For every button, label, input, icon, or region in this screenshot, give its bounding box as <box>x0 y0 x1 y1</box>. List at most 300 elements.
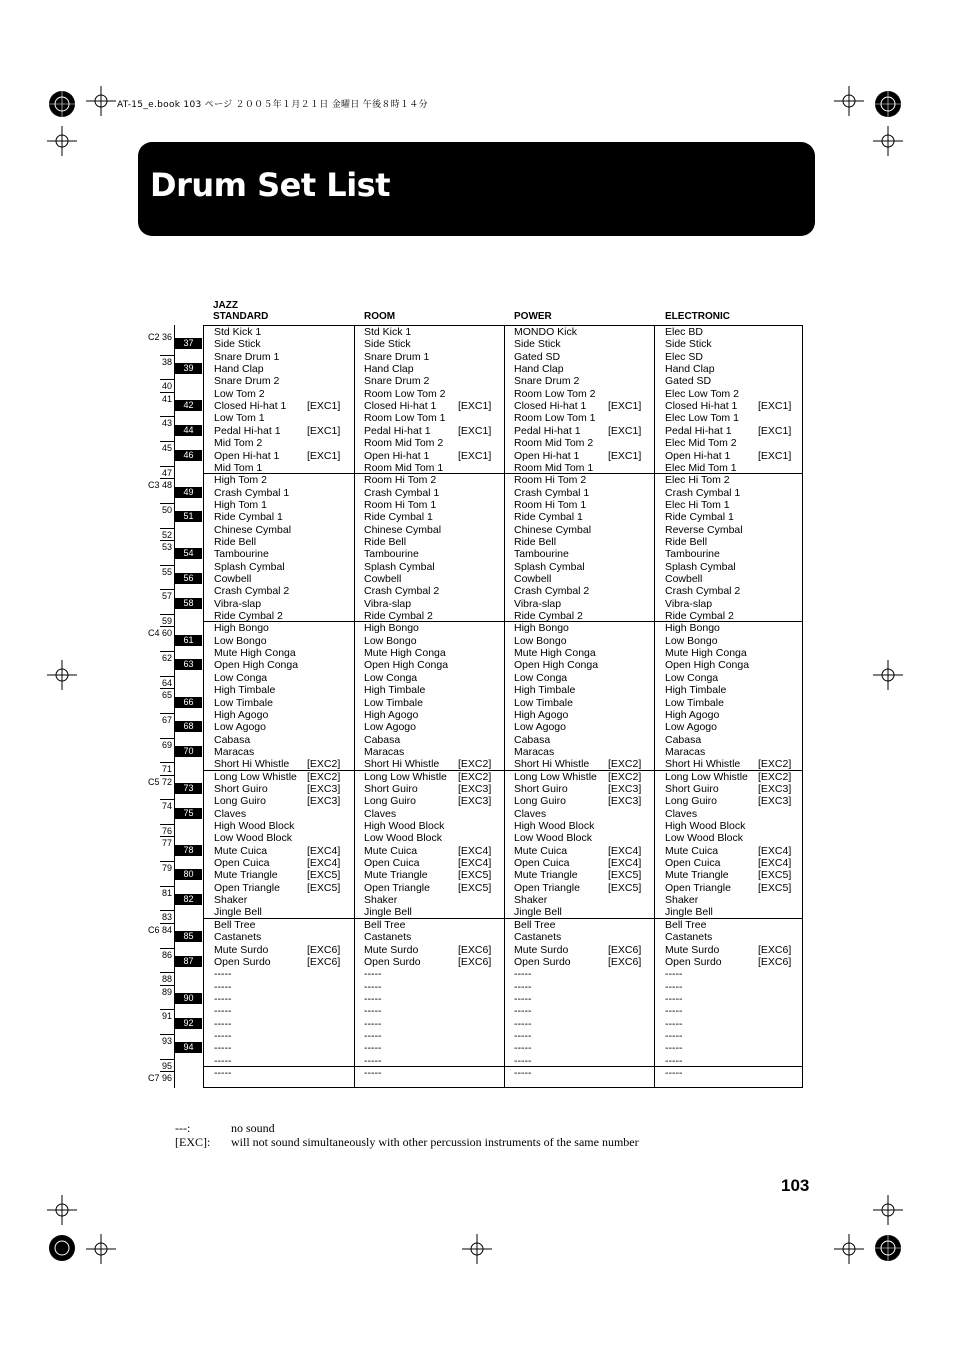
exc-tag: [EXC3] <box>307 782 341 795</box>
instrument-cell: Room Low Tom 1 <box>514 412 596 425</box>
white-key-label: 77 <box>162 838 173 849</box>
instrument-cell: ----- <box>514 1042 532 1055</box>
instrument-cell: ----- <box>514 1029 532 1042</box>
instrument-cell: ----- <box>364 968 382 981</box>
exc-tag: [EXC3] <box>758 782 792 795</box>
crosshair-icon <box>834 1234 864 1264</box>
key-divider <box>160 392 174 393</box>
instrument-cell: Elec SD <box>665 350 703 363</box>
instrument-cell: Crash Cymbal 1 <box>514 486 590 499</box>
instrument-cell: ----- <box>214 1054 232 1067</box>
black-key-label: 82 <box>175 894 202 905</box>
instrument-cell: Pedal Hi-hat 1 <box>665 424 732 437</box>
column-divider <box>354 326 355 1087</box>
instrument-cell: Mute Surdo <box>214 943 269 956</box>
exc-tag: [EXC5] <box>608 869 642 882</box>
instrument-cell: Hand Clap <box>665 363 715 376</box>
exc-tag: [EXC1] <box>608 424 642 437</box>
instrument-cell: Jingle Bell <box>364 906 412 919</box>
black-key-label: 54 <box>175 548 202 559</box>
instrument-cell: Ride Cymbal 1 <box>514 511 583 524</box>
instrument-cell: Open Triangle <box>665 881 731 894</box>
white-key-label: 96 <box>162 1073 173 1083</box>
instrument-cell: Elec Low Tom 1 <box>665 412 739 425</box>
instrument-cell: Shaker <box>214 894 248 907</box>
instrument-cell: Low Conga <box>665 671 719 684</box>
instrument-cell: Snare Drum 2 <box>364 375 430 388</box>
instrument-cell: Low Conga <box>364 671 418 684</box>
instrument-cell: Cowbell <box>214 573 252 585</box>
instrument-cell: Crash Cymbal 2 <box>514 585 590 598</box>
exc-tag: [EXC2] <box>608 770 642 783</box>
registration-mark-icon <box>870 86 906 122</box>
instrument-cell: ----- <box>514 968 532 981</box>
instrument-cell: Crash Cymbal 2 <box>364 585 440 598</box>
instrument-cell: High Bongo <box>364 622 419 635</box>
instrument-cell: Jingle Bell <box>214 906 262 919</box>
instrument-cell: Crash Cymbal 2 <box>665 585 741 598</box>
instrument-cell: Mute Cuica <box>364 844 418 857</box>
white-key-label: 55 <box>162 566 173 577</box>
instrument-cell: Cabasa <box>214 733 251 746</box>
instrument-cell: Closed Hi-hat 1 <box>214 400 287 413</box>
column-header-electronic: ELECTRONIC <box>665 311 730 322</box>
instrument-cell: Mute Triangle <box>214 869 278 882</box>
instrument-cell: Open Surdo <box>514 955 571 968</box>
black-key-label: 42 <box>175 400 202 411</box>
instrument-cell: ----- <box>214 1005 232 1018</box>
instrument-cell: High Agogo <box>214 708 269 721</box>
key-divider <box>160 775 174 776</box>
exc-tag: [EXC6] <box>458 955 492 968</box>
instrument-cell: Splash Cymbal <box>364 560 435 573</box>
key-divider <box>160 416 174 417</box>
white-key-label: 71 <box>162 764 173 775</box>
instrument-cell: ----- <box>665 1067 683 1079</box>
instrument-cell: Ride Cymbal 2 <box>364 610 433 623</box>
legend-text: will not sound simultaneously with other percussion instruments of the same number <box>231 1135 639 1149</box>
black-key-label: 90 <box>175 993 202 1004</box>
white-key-label: 89 <box>162 986 173 997</box>
instrument-cell: Low Wood Block <box>665 832 744 845</box>
octave-label: C2 <box>148 332 160 342</box>
exc-tag: [EXC1] <box>758 400 792 413</box>
instrument-cell: Elec BD <box>665 326 703 338</box>
black-key-label: 87 <box>175 956 202 967</box>
instrument-cell: Std Kick 1 <box>364 326 412 338</box>
instrument-cell: Room Low Tom 2 <box>364 387 446 400</box>
white-key-label: 81 <box>162 887 173 898</box>
instrument-cell: Closed Hi-hat 1 <box>665 400 738 413</box>
instrument-cell: Tambourine <box>364 548 419 561</box>
instrument-cell: Room Mid Tom 2 <box>364 437 444 450</box>
key-divider <box>160 824 174 825</box>
instrument-cell: Ride Bell <box>665 535 708 548</box>
instrument-cell: ----- <box>514 1054 532 1067</box>
octave-label: C7 <box>148 1073 160 1083</box>
black-key-label: 75 <box>175 808 202 819</box>
instrument-cell: Mute High Conga <box>214 647 296 660</box>
instrument-cell: Low Bongo <box>214 634 267 647</box>
instrument-cell: Crash Cymbal 2 <box>214 585 290 598</box>
instrument-cell: Mute Cuica <box>514 844 568 857</box>
instrument-cell: Short Guiro <box>665 782 719 795</box>
instrument-cell: ----- <box>214 1029 232 1042</box>
instrument-cell: Mute High Conga <box>514 647 596 660</box>
crosshair-icon <box>86 1234 116 1264</box>
exc-tag: [EXC4] <box>758 857 792 870</box>
instrument-cell: Open Surdo <box>214 955 271 968</box>
instrument-cell: Bell Tree <box>665 918 707 931</box>
instrument-cell: Short Guiro <box>514 782 568 795</box>
black-key-label: 58 <box>175 598 202 609</box>
black-key-label: 61 <box>175 635 202 646</box>
white-key-label: 65 <box>162 690 173 701</box>
white-key-label: 60 <box>162 628 173 639</box>
white-key-label: 45 <box>162 443 173 454</box>
black-key-label: 70 <box>175 746 202 757</box>
instrument-cell: Crash Cymbal 1 <box>364 486 440 499</box>
instrument-cell: High Agogo <box>665 708 720 721</box>
key-divider <box>160 355 174 356</box>
instrument-cell: Room Hi Tom 1 <box>364 498 437 511</box>
exc-tag: [EXC5] <box>307 881 341 894</box>
key-divider <box>160 713 174 714</box>
exc-tag: [EXC1] <box>307 424 341 437</box>
instrument-cell: Castanets <box>665 931 713 944</box>
instrument-cell: Ride Cymbal 2 <box>665 610 734 623</box>
instrument-cell: Open Cuica <box>665 857 721 870</box>
instrument-cell: High Agogo <box>514 708 569 721</box>
exc-tag: [EXC4] <box>758 844 792 857</box>
instrument-cell: Short Guiro <box>364 782 418 795</box>
instrument-cell: Hand Clap <box>364 363 414 376</box>
instrument-cell: High Timbale <box>214 684 276 697</box>
key-divider <box>160 503 174 504</box>
key-divider <box>160 738 174 739</box>
key-divider <box>160 676 174 677</box>
instrument-cell: Tambourine <box>214 548 269 561</box>
black-key-label: 46 <box>175 450 202 461</box>
instrument-cell: Bell Tree <box>214 918 256 931</box>
instrument-cell: Vibra-slap <box>214 597 262 610</box>
white-key-label: 67 <box>162 714 173 725</box>
instrument-cell: Splash Cymbal <box>665 560 736 573</box>
instrument-cell: Mute Triangle <box>364 869 428 882</box>
instrument-cell: Claves <box>514 807 547 820</box>
instrument-cell: Short Hi Whistle <box>665 758 741 771</box>
instrument-cell: Cowbell <box>665 573 703 585</box>
instrument-cell: Ride Cymbal 2 <box>514 610 583 623</box>
exc-tag: [EXC6] <box>758 943 792 956</box>
octave-label: C4 <box>148 628 160 639</box>
instrument-cell: Mid Tom 2 <box>214 437 263 450</box>
white-key-label: 83 <box>162 912 173 923</box>
instrument-cell: Cabasa <box>665 733 702 746</box>
legend-key: [EXC]: <box>175 1135 211 1149</box>
instrument-cell: High Tom 2 <box>214 474 267 487</box>
exc-tag: [EXC5] <box>307 869 341 882</box>
instrument-cell: ----- <box>214 1017 232 1030</box>
instrument-cell: Elec Mid Tom 1 <box>665 461 737 474</box>
instrument-cell: Vibra-slap <box>364 597 412 610</box>
instrument-cell: Ride Cymbal 1 <box>364 511 433 524</box>
instrument-cell: Room Mid Tom 2 <box>514 437 594 450</box>
instrument-cell: High Agogo <box>364 708 419 721</box>
exc-tag: [EXC3] <box>608 782 642 795</box>
legend-text: no sound <box>231 1121 275 1135</box>
instrument-cell: Std Kick 1 <box>214 326 262 338</box>
instrument-cell: Open Hi-hat 1 <box>665 449 731 462</box>
instrument-cell: Long Guiro <box>364 795 416 808</box>
instrument-cell: Low Agogo <box>514 721 566 734</box>
exc-tag: [EXC3] <box>458 782 492 795</box>
instrument-cell: Low Conga <box>214 671 268 684</box>
instrument-cell: Cabasa <box>514 733 551 746</box>
instrument-cell: Bell Tree <box>514 918 556 931</box>
exc-tag: [EXC1] <box>458 449 492 462</box>
registration-mark-icon <box>870 1230 906 1266</box>
instrument-cell: Room Mid Tom 1 <box>514 461 594 474</box>
instrument-cell: Side Stick <box>665 338 712 351</box>
column-header-standard <box>213 300 268 322</box>
exc-tag: [EXC5] <box>458 869 492 882</box>
instrument-cell: Mute Triangle <box>665 869 729 882</box>
instrument-cell: Low Conga <box>514 671 568 684</box>
crosshair-icon <box>873 660 903 690</box>
instrument-cell: Long Guiro <box>514 795 566 808</box>
instrument-cell: Splash Cymbal <box>214 560 285 573</box>
page-number: 103 <box>781 1176 810 1195</box>
instrument-cell: Short Hi Whistle <box>514 758 590 771</box>
black-key-label: 51 <box>175 511 202 522</box>
column-divider <box>504 326 505 1087</box>
instrument-cell: High Wood Block <box>364 820 445 832</box>
octave-label: C6 <box>148 924 160 935</box>
key-divider <box>160 540 174 541</box>
instrument-cell: Room Low Tom 1 <box>364 412 446 425</box>
white-key-label: 48 <box>162 480 173 491</box>
instrument-cell: Open Cuica <box>514 857 570 870</box>
instrument-cell: Mute Surdo <box>665 943 720 956</box>
column-header-power: POWER <box>514 311 552 322</box>
white-key-label: 88 <box>162 974 173 985</box>
file-info-header: AT-15_e.book 103 ページ ２００５年１月２１日 金曜日 午後８時１４分 <box>117 100 428 110</box>
key-divider <box>160 688 174 689</box>
key-divider <box>160 762 174 763</box>
white-key-label: 36 <box>162 332 173 342</box>
instrument-cell: Low Bongo <box>514 634 567 647</box>
exc-tag: [EXC1] <box>608 400 642 413</box>
title-banner <box>138 142 815 236</box>
white-key-label: 84 <box>162 924 173 935</box>
column-header-room: ROOM <box>364 311 396 322</box>
white-key-label: 50 <box>162 504 173 515</box>
instrument-cell: ----- <box>665 980 683 993</box>
crosshair-icon <box>86 86 116 116</box>
exc-tag: [EXC6] <box>458 943 492 956</box>
column-divider <box>654 326 655 1087</box>
key-divider <box>160 972 174 973</box>
black-key-label: 80 <box>175 869 202 880</box>
column-header-line: STANDARD <box>213 311 269 322</box>
instrument-cell: Crash Cymbal 1 <box>665 486 741 499</box>
instrument-cell: Low Agogo <box>214 721 266 734</box>
key-divider <box>160 651 174 652</box>
white-key-label: 79 <box>162 863 173 874</box>
instrument-cell: ----- <box>364 1029 382 1042</box>
instrument-cell: Hand Clap <box>214 363 264 376</box>
instrument-cell: ----- <box>364 1017 382 1030</box>
black-key-label: 66 <box>175 697 202 708</box>
white-key-label: 86 <box>162 949 173 960</box>
instrument-cell: Room Hi Tom 2 <box>514 474 587 487</box>
exc-tag: [EXC5] <box>608 881 642 894</box>
instrument-cell: MONDO Kick <box>514 326 577 338</box>
crosshair-icon <box>47 660 77 690</box>
white-key-label: 72 <box>162 776 173 787</box>
white-key-label: 41 <box>162 393 173 404</box>
instrument-cell: Cabasa <box>364 733 401 746</box>
legend-row <box>175 1135 639 1150</box>
key-divider <box>160 923 174 924</box>
exc-tag: [EXC3] <box>608 795 642 808</box>
instrument-cell: Room Hi Tom 1 <box>514 498 587 511</box>
white-key-label: 40 <box>162 381 173 392</box>
exc-tag: [EXC6] <box>307 943 341 956</box>
white-key-label: 76 <box>162 826 173 836</box>
exc-tag: [EXC1] <box>307 400 341 413</box>
key-divider <box>160 836 174 837</box>
key-divider <box>160 1009 174 1010</box>
instrument-cell: Open Hi-hat 1 <box>514 449 580 462</box>
instrument-cell: Ride Bell <box>514 535 557 548</box>
exc-tag: [EXC6] <box>758 955 792 968</box>
white-key-label: 93 <box>162 1035 173 1046</box>
key-divider <box>160 466 174 467</box>
instrument-cell: Jingle Bell <box>665 906 713 919</box>
instrument-cell: Low Wood Block <box>364 832 443 845</box>
instrument-cell: Open Triangle <box>364 881 430 894</box>
instrument-cell: Short Hi Whistle <box>364 758 440 771</box>
instrument-cell: ----- <box>665 1042 683 1055</box>
black-key-label: 49 <box>175 487 202 498</box>
instrument-cell: ----- <box>364 1067 382 1079</box>
instrument-cell: Gated SD <box>514 350 561 363</box>
key-divider <box>160 985 174 986</box>
instrument-cell: Mute High Conga <box>364 647 446 660</box>
instrument-cell: High Wood Block <box>665 820 746 832</box>
white-key-label: 59 <box>162 616 173 627</box>
instrument-cell: Hand Clap <box>514 363 564 376</box>
instrument-cell: ----- <box>514 992 532 1005</box>
instrument-cell: Low Timbale <box>214 696 273 709</box>
instrument-cell: Chinese Cymbal <box>214 523 292 536</box>
instrument-cell: Long Guiro <box>665 795 717 808</box>
instrument-cell: Mute High Conga <box>665 647 747 660</box>
exc-tag: [EXC1] <box>758 449 792 462</box>
crosshair-icon <box>834 86 864 116</box>
instrument-cell: Mute Cuica <box>665 844 719 857</box>
key-divider <box>160 799 174 800</box>
octave-label: C5 <box>148 776 160 787</box>
white-key-label: 74 <box>162 801 173 812</box>
white-key-label: 52 <box>162 529 173 540</box>
black-key-label: 78 <box>175 845 202 856</box>
instrument-cell: Cowbell <box>364 573 402 585</box>
black-key-label: 63 <box>175 659 202 670</box>
instrument-cell: High Timbale <box>514 684 576 697</box>
instrument-cell: Ride Cymbal 1 <box>214 511 283 524</box>
instrument-cell: Open Cuica <box>364 857 420 870</box>
instrument-cell: Ride Bell <box>364 535 407 548</box>
key-divider <box>160 861 174 862</box>
white-key-label: 64 <box>162 677 173 688</box>
instrument-cell: Ride Cymbal 1 <box>665 511 734 524</box>
instrument-cell: ----- <box>364 1005 382 1018</box>
key-divider <box>160 886 174 887</box>
instrument-cell: Open Triangle <box>514 881 580 894</box>
instrument-cell: Castanets <box>214 931 262 944</box>
instrument-cell: Low Bongo <box>665 634 718 647</box>
white-key-label: 95 <box>162 1060 173 1071</box>
instrument-cell: Chinese Cymbal <box>514 523 592 536</box>
instrument-cell: Open High Conga <box>214 659 299 672</box>
instrument-cell: Low Timbale <box>514 696 573 709</box>
exc-tag: [EXC4] <box>608 844 642 857</box>
instrument-cell: Claves <box>665 807 698 820</box>
instrument-cell: Low Bongo <box>364 634 417 647</box>
instrument-cell: Low Timbale <box>665 696 724 709</box>
instrument-cell: Tambourine <box>514 548 569 561</box>
exc-tag: [EXC2] <box>758 770 792 783</box>
exc-tag: [EXC3] <box>458 795 492 808</box>
instrument-cell: ----- <box>214 1067 232 1079</box>
exc-tag: [EXC2] <box>758 758 792 771</box>
instrument-cell: Pedal Hi-hat 1 <box>514 424 581 437</box>
instrument-cell: Short Hi Whistle <box>214 758 290 771</box>
key-divider <box>160 565 174 566</box>
instrument-cell: Long Low Whistle <box>665 770 748 783</box>
instrument-cell: Open Hi-hat 1 <box>214 449 280 462</box>
instrument-cell: Cowbell <box>514 573 552 585</box>
instrument-cell: ----- <box>364 1054 382 1067</box>
instrument-cell: Elec Hi Tom 2 <box>665 474 730 487</box>
instrument-cell: ----- <box>214 1042 232 1055</box>
instrument-cell: Snare Drum 1 <box>214 350 280 363</box>
exc-tag: [EXC5] <box>458 881 492 894</box>
instrument-cell: Open High Conga <box>665 659 750 672</box>
instrument-cell: Short Guiro <box>214 782 268 795</box>
instrument-cell: Low Agogo <box>364 721 416 734</box>
instrument-cell: Gated SD <box>665 375 712 388</box>
registration-mark-icon <box>44 1230 80 1266</box>
instrument-cell: Low Wood Block <box>214 832 293 845</box>
instrument-cell: Snare Drum 2 <box>214 375 280 388</box>
instrument-cell: Open Cuica <box>214 857 270 870</box>
exc-tag: [EXC6] <box>608 955 642 968</box>
instrument-cell: Reverse Cymbal <box>665 523 743 536</box>
white-key-label: 69 <box>162 739 173 750</box>
instrument-cell: Chinese Cymbal <box>364 523 442 536</box>
exc-tag: [EXC5] <box>758 869 792 882</box>
black-key-label: 92 <box>175 1018 202 1029</box>
legend-key: ---: <box>175 1121 191 1135</box>
white-key-label: 47 <box>162 467 173 478</box>
instrument-cell: Splash Cymbal <box>514 560 585 573</box>
instrument-cell: Open High Conga <box>364 659 449 672</box>
instrument-cell: Long Guiro <box>214 795 266 808</box>
